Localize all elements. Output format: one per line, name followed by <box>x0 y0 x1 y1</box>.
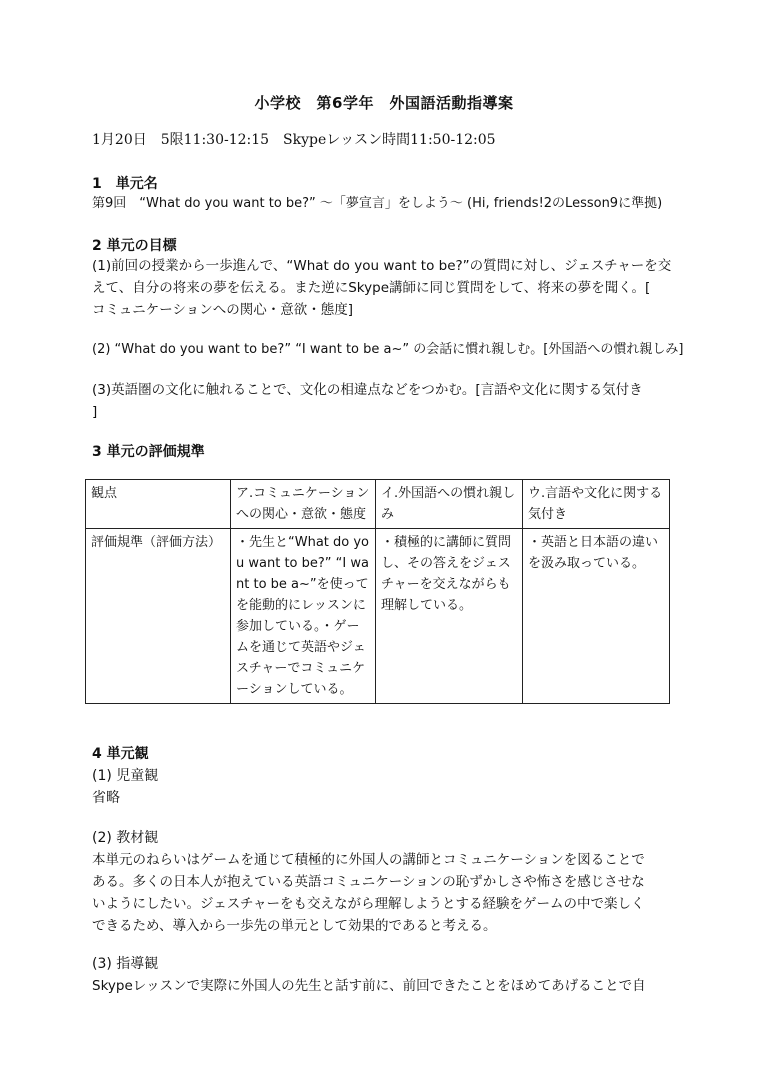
sub3-text: Skypeレッスンで実際に外国人の先生と話す前に、前回できたことをほめてあげることで自 <box>92 978 646 994</box>
table-header-row <box>86 480 670 529</box>
goal3-line-2: ] <box>92 404 98 420</box>
table-cell: ウ.言語や文化に関する気付き <box>523 480 670 529</box>
sub3-heading: (3) 指導観 <box>92 956 159 972</box>
table-cell: ・先生と“What do you want to be?” “I want to be a~”を使ってを能動的にレッスンに参加している。・ゲームを通じて英語やジェスチャーでコミュニケーションしている。 <box>231 529 376 704</box>
evaluation-table <box>85 479 670 704</box>
table-cell: ・積極的に講師に質問し、その答えをジェスチャーを交えながらも理解している。 <box>376 529 523 704</box>
table-cell: ア.コミュニケーションへの関心・意欲・態度 <box>231 480 376 529</box>
sub2-line-2: ある。多くの日本人が抱えている英語コミュニケーションの恥ずかしさや怖さを感じさせな <box>92 874 645 890</box>
goal1-line-1: (1)前回の授業から一歩進んで、“What do you want to be?”の質問に対し、ジェスチャーを交 <box>92 258 672 274</box>
section1-text: 第9回 “What do you want to be?” ～「夢宣言」をしよう～ (Hi, friends!2のLesson9に準拠) <box>92 196 663 211</box>
section3-heading: 3 単元の評価規準 <box>92 444 205 460</box>
sub1-heading: (1) 児童観 <box>92 768 159 784</box>
schedule-line: 1月20日 5限11:30-12:15 Skypeレッスン時間11:50-12:05 <box>92 132 496 148</box>
table-cell: 観点 <box>86 480 231 529</box>
table-row <box>86 529 670 704</box>
goal3-line-1: (3)英語圏の文化に触れることで、文化の相違点などをつかむ。[言語や文化に関する気付き <box>92 382 643 398</box>
table-cell: ・英語と日本語の違いを汲み取っている。 <box>523 529 670 704</box>
table-cell: 評価規準（評価方法） <box>86 529 231 704</box>
goal1-line-3: コミュニケーションへの関心・意欲・態度] <box>92 302 353 318</box>
page-title: 小学校 第6学年 外国語活動指導案 <box>254 94 514 112</box>
sub2-line-1: 本単元のねらいはゲームを通じて積極的に外国人の講師とコミュニケーションを図ることで <box>92 852 645 868</box>
section1-heading: 1 単元名 <box>92 176 158 192</box>
sub2-line-3: いようにしたい。ジェスチャーをも交えながら理解しようとする経験をゲームの中で楽しく <box>92 896 645 912</box>
table-cell: イ.外国語への慣れ親しみ <box>376 480 523 529</box>
sub2-line-4: できるため、導入から一歩先の単元として効果的であると考える。 <box>92 918 497 934</box>
goal1-line-2: えて、自分の将来の夢を伝える。また逆にSkype講師に同じ質問をして、将来の夢を聞く。[ <box>92 280 651 296</box>
section4-heading: 4 単元観 <box>92 746 149 762</box>
sub2-heading: (2) 教材観 <box>92 830 159 846</box>
sub1-text: 省略 <box>92 790 120 806</box>
section2-heading: 2 単元の目標 <box>92 238 177 254</box>
goal2-line: (2) “What do you want to be?” “I want to be a~” の会話に慣れ親しむ。[外国語への慣れ親しみ] <box>92 342 684 357</box>
